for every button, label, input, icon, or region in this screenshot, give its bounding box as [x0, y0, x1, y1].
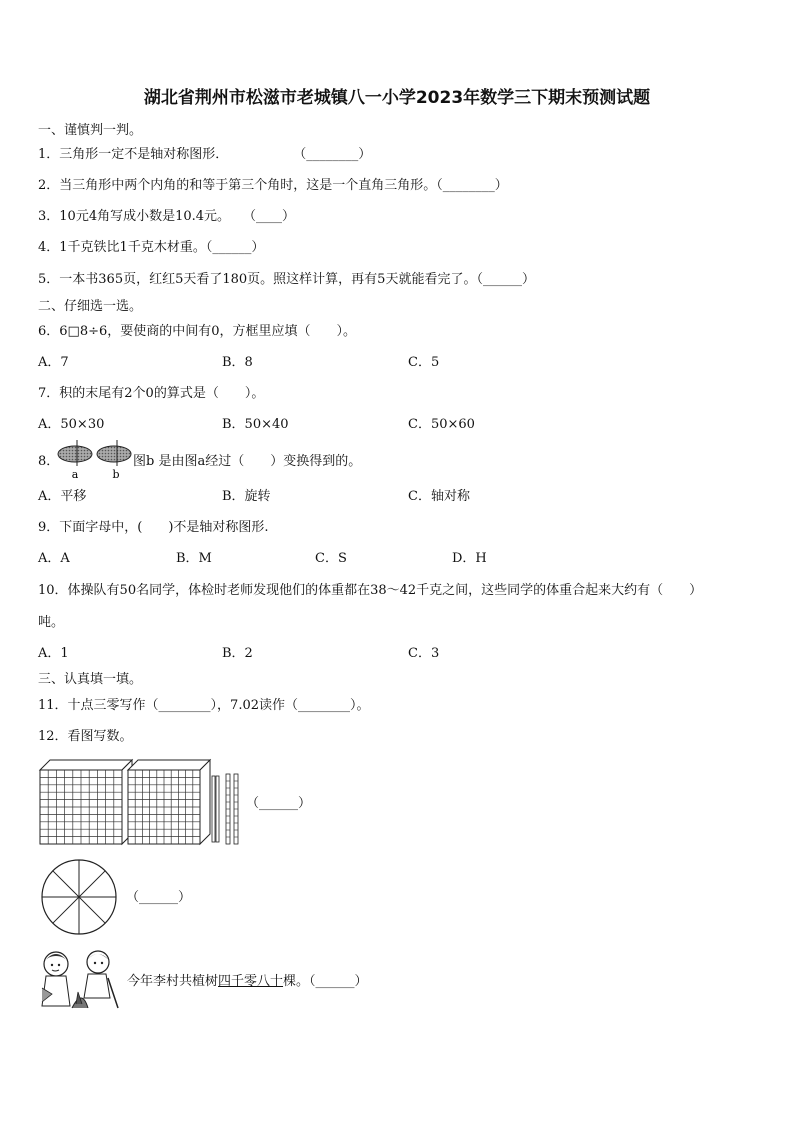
leaf-shapes-figure — [56, 440, 136, 482]
section-heading-3: 三、认真填一填。 — [38, 672, 143, 687]
question-7: 7．积的末尾有2个0的算式是（ ）。 — [38, 386, 265, 401]
question-11: 11．十点三零写作（________），7.02读作（________）。 — [38, 698, 370, 713]
q6-option-a: A．7 — [38, 355, 69, 370]
q8-option-b: B．旋转 — [222, 489, 271, 504]
question-1: 1．三角形一定不是轴对称图形． （________） — [38, 147, 372, 162]
divided-circle-figure — [40, 858, 120, 938]
q10-option-c: C．3 — [408, 646, 440, 661]
q8-option-a: A．平移 — [38, 489, 87, 504]
q10-option-a: A．1 — [38, 646, 69, 661]
question-2: 2．当三角形中两个内角的和等于第三个角时，这是一个直角三角形。（________） — [38, 178, 508, 193]
figure-label-b: b — [112, 468, 120, 481]
q9-option-c: C．S — [315, 551, 347, 566]
question-6: 6．6□8÷6，要使商的中间有0，方框里应填（ ）。 — [38, 324, 357, 339]
q7-option-c: C．50×60 — [408, 417, 475, 432]
q9-option-a: A．A — [38, 551, 70, 566]
q6-option-b: B．8 — [222, 355, 253, 370]
q10-option-b: B．2 — [222, 646, 253, 661]
q12-sentence-prefix: 今年李村共植树 — [127, 974, 219, 989]
children-planting-illustration — [38, 948, 124, 1012]
question-12: 12．看图写数。 — [38, 729, 133, 744]
q12-blank-2: （______） — [126, 890, 192, 905]
q9-option-b: B．M — [176, 551, 212, 566]
q6-option-c: C．5 — [408, 355, 440, 370]
q7-option-b: B．50×40 — [222, 417, 289, 432]
q9-option-d: D．H — [452, 551, 487, 566]
section-heading-2: 二、仔细选一选。 — [38, 299, 143, 314]
page-title: 湖北省荆州市松滋市老城镇八一小学2023年数学三下期末预测试题 — [143, 88, 651, 108]
question-9: 9．下面字母中，( )不是轴对称图形. — [38, 520, 269, 535]
question-10-line2: 吨。 — [38, 615, 65, 630]
question-8-text: 图b 是由图a经过（ ）变换得到的。 — [133, 454, 362, 469]
section-heading-1: 一、谨慎判一判。 — [38, 123, 143, 138]
q12-blank-1: （______） — [246, 796, 312, 811]
question-8-number: 8． — [38, 454, 60, 469]
question-5: 5．一本书365页，红红5天看了180页。照这样计算，再有5天就能看完了。（______） — [38, 272, 535, 287]
q12-underlined-number: 四千零八十 — [218, 974, 284, 989]
question-4: 4．1千克铁比1千克木材重。（______） — [38, 240, 265, 255]
figure-label-a: a — [71, 468, 79, 481]
base-ten-blocks-figure — [40, 760, 240, 844]
q12-sentence-suffix: 棵。（______） — [283, 974, 368, 989]
q7-option-a: A．50×30 — [38, 417, 105, 432]
q12-sentence — [127, 975, 368, 988]
question-10-line1: 10．体操队有50名同学，体检时老师发现他们的体重都在38～42千克之间，这些同学的体重合起来大约有（ ） — [38, 583, 703, 598]
q8-option-c: C．轴对称 — [408, 489, 470, 504]
question-3: 3．10元4角写成小数是10.4元。 （____） — [38, 209, 296, 224]
